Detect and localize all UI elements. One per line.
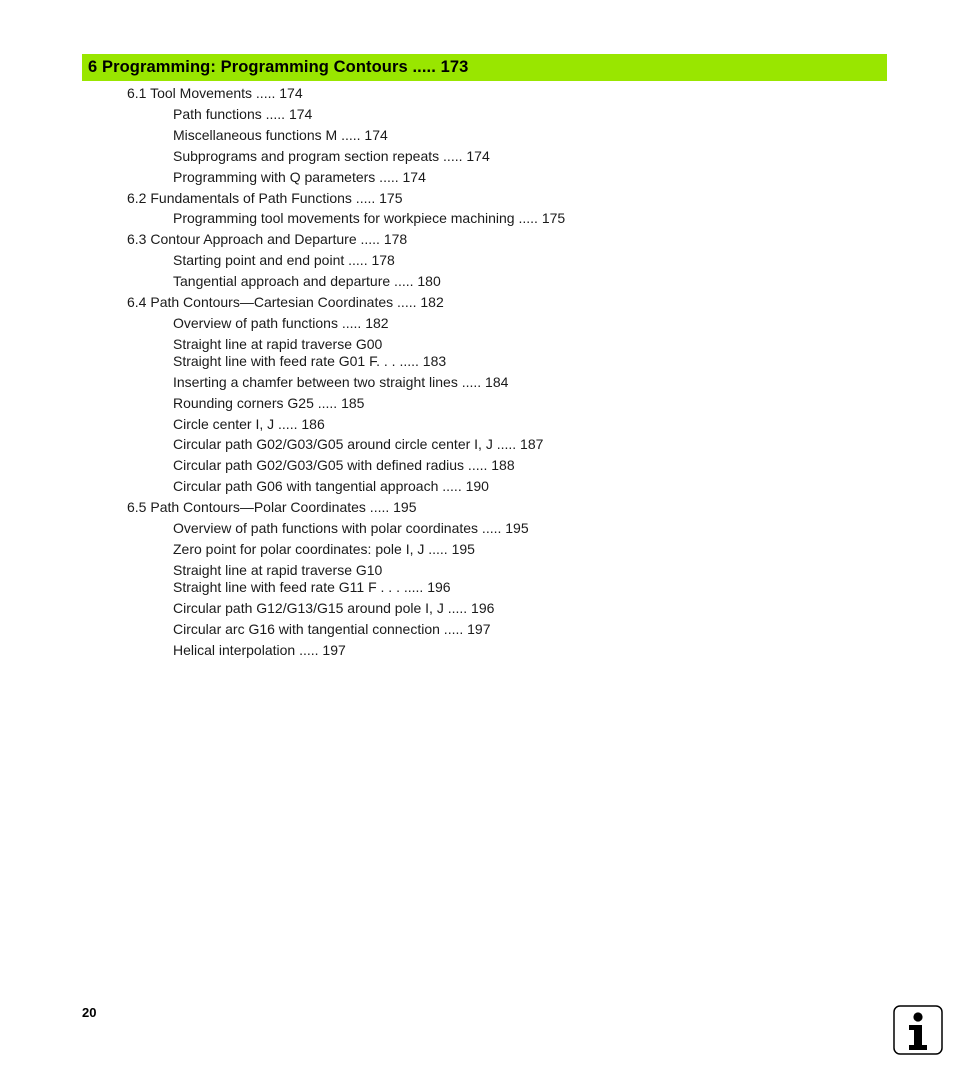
toc-section-entry[interactable]: 6.5 Path Contours—Polar Coordinates ..... 195 [127,499,417,516]
toc-subsection-entry[interactable]: Straight line at rapid traverse G10 [173,561,383,578]
toc-subsection-entry[interactable]: Straight line with feed rate G01 F. . . ..... 183 [173,352,447,369]
toc-subsection-entry[interactable]: Miscellaneous functions M ..... 174 [173,126,388,143]
toc-section-entry[interactable]: 6.2 Fundamentals of Path Functions ..... 175 [127,189,403,206]
toc-section-entry[interactable]: 6.1 Tool Movements ..... 174 [127,85,303,101]
toc-subsection-entry[interactable]: Rounding corners G25 ..... 185 [173,394,365,411]
toc-subsection-entry[interactable]: Tangential approach and departure ..... 180 [173,273,441,290]
toc-section-entry[interactable]: 6.4 Path Contours—Cartesian Coordinates ..... 182 [127,294,444,310]
toc-subsection-entry[interactable]: Circle center I, J ..... 186 [173,415,325,432]
info-icon [893,1005,943,1055]
toc-subsection-entry[interactable]: Overview of path functions ..... 182 [173,314,389,331]
toc-subsection-entry[interactable]: Circular path G02/G03/G05 around circle center I, J ..... 187 [173,436,544,453]
toc-subsection-entry[interactable]: Inserting a chamfer between two straight lines ..... 184 [173,373,509,390]
toc-subsection-entry[interactable]: Zero point for polar coordinates: pole I, J ..... 195 [173,540,475,557]
toc-section-entry[interactable]: 6.3 Contour Approach and Departure ..... 178 [127,231,408,248]
chapter-title[interactable]: 6 Programming: Programming Contours ..... 173 [88,58,469,76]
chapter-heading-bar [82,54,887,81]
toc-subsection-entry[interactable]: Circular arc G16 with tangential connection ..... 197 [173,620,491,637]
page-number: 20 [82,1005,97,1020]
toc-subsection-entry[interactable]: Starting point and end point ..... 178 [173,252,395,269]
toc-subsection-entry[interactable]: Circular path G02/G03/G05 with defined radius ..... 188 [173,457,515,474]
toc-subsection-entry[interactable]: Overview of path functions with polar coordinates ..... 195 [173,520,529,536]
toc-subsection-entry[interactable]: Helical interpolation ..... 197 [173,641,346,658]
toc-subsection-entry[interactable]: Straight line with feed rate G11 F . . . ..... 196 [173,578,451,595]
toc-subsection-entry[interactable]: Circular path G06 with tangential approach ..... 190 [173,478,489,495]
toc-subsection-entry[interactable]: Programming with Q parameters ..... 174 [173,168,426,185]
toc-subsection-entry[interactable]: Programming tool movements for workpiece machining ..... 175 [173,210,566,227]
toc-subsection-entry[interactable]: Subprograms and program section repeats ..... 174 [173,147,490,164]
toc-subsection-entry[interactable]: Path functions ..... 174 [173,105,313,122]
toc-subsection-entry[interactable]: Circular path G12/G13/G15 around pole I, J ..... 196 [173,599,495,616]
toc-subsection-entry[interactable]: Straight line at rapid traverse G00 [173,335,383,352]
